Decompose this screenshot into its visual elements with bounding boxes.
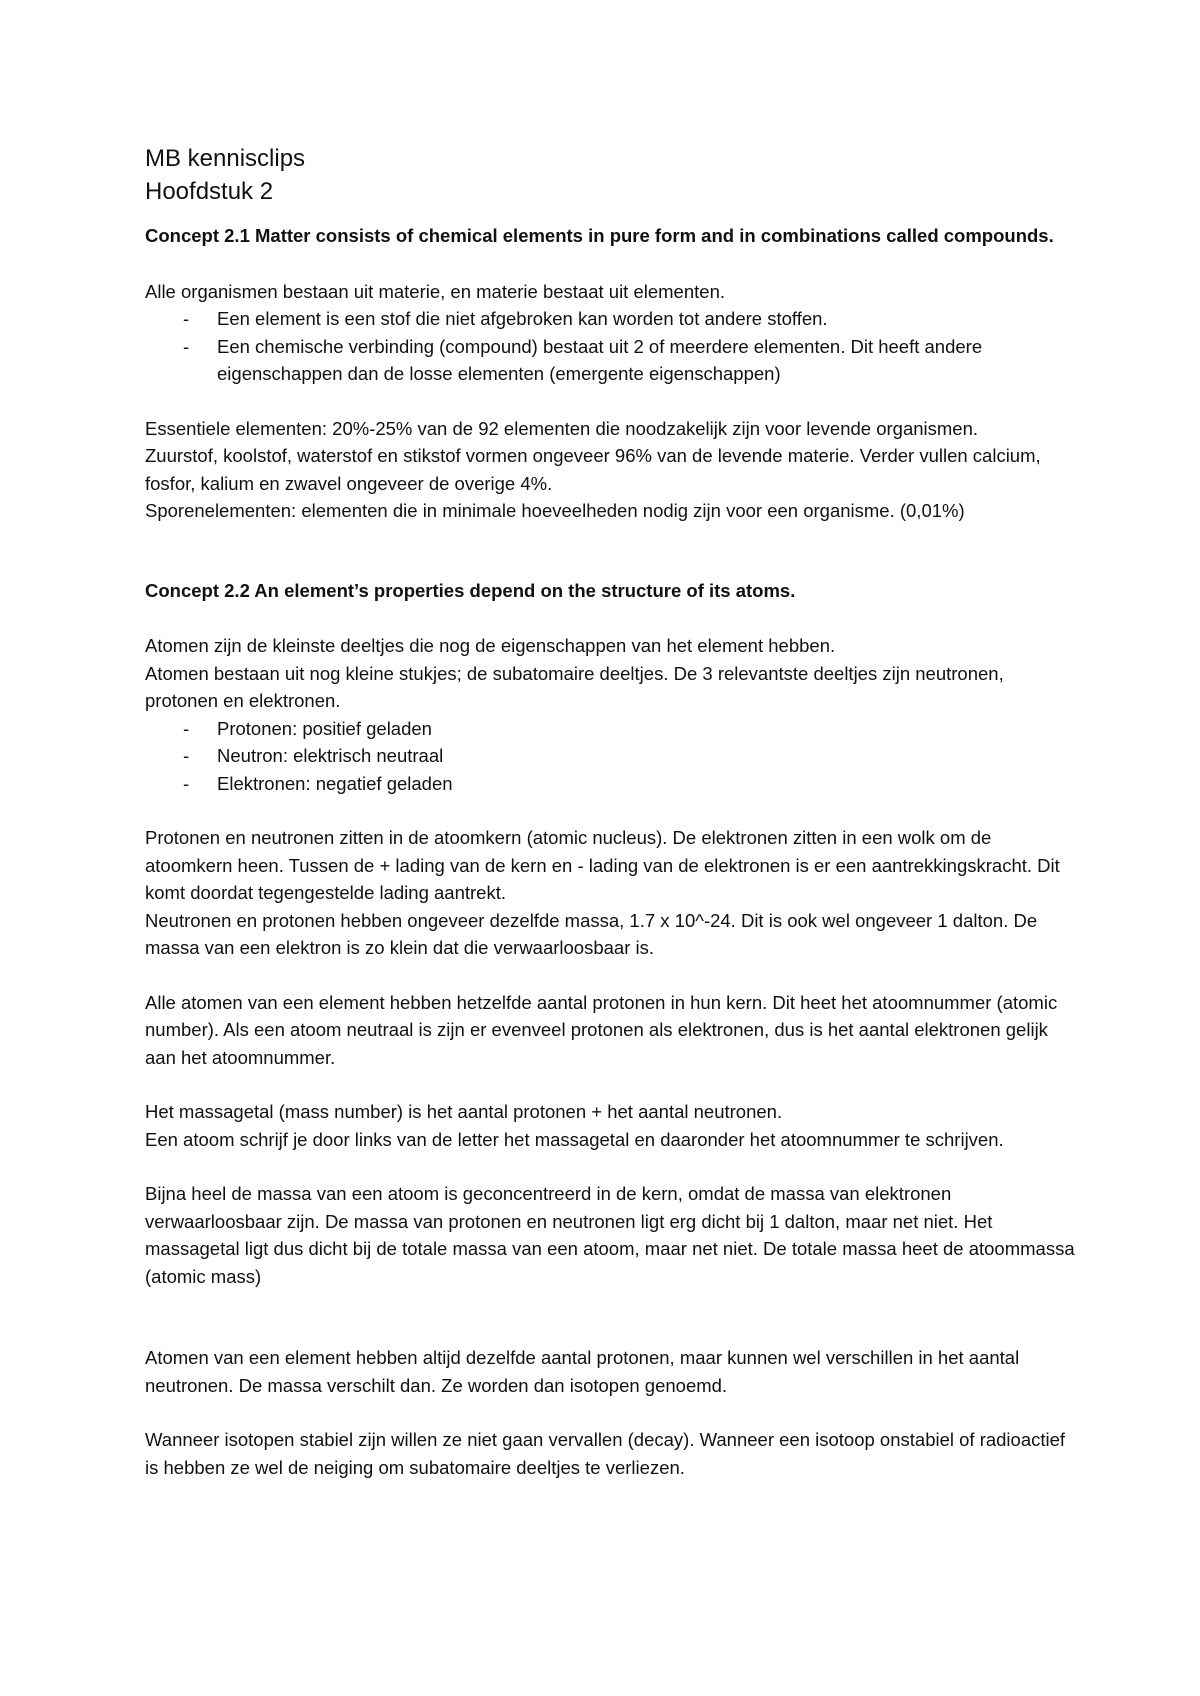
paragraph-trace-elements: Sporenelementen: elementen die in minimale hoeveelheden nodig zijn voor een organisme. (0,01%) — [145, 500, 965, 521]
dash-bullet: - — [183, 772, 190, 794]
dash-bullet: - — [183, 335, 190, 357]
dash-bullet: - — [183, 717, 190, 739]
list-item: - Een chemische verbinding (compound) bestaat uit 2 of meerdere elementen. Dit heeft andere eigenschappen dan de losse elementen (emergente eigenschappen) — [145, 333, 1075, 388]
particle-list — [145, 715, 1075, 798]
paragraph-atoms-definition: Atomen zijn de kleinste deeltjes die nog de eigenschappen van het element hebben. — [145, 635, 836, 656]
list-item: - Elektronen: negatief geladen — [145, 770, 1075, 798]
document-title: MB kennisclips — [145, 145, 306, 172]
concept-2-1-heading: Concept 2.1 Matter consists of chemical elements in pure form and in combinations called compounds. — [145, 225, 1054, 246]
paragraph-notation: Een atoom schrijf je door links van de letter het massagetal en daaronder het atoomnummer te schrijven. — [145, 1128, 1004, 1150]
paragraph-intro: Alle organismen bestaan uit materie, en materie bestaat uit elementen. — [145, 280, 725, 302]
element-definition-list — [145, 305, 1075, 388]
list-item: - Neutron: elektrisch neutraal — [145, 742, 1075, 770]
list-item: - Een element is een stof die niet afgebroken kan worden tot andere stoffen. — [145, 305, 1075, 333]
document-content — [145, 142, 1075, 1481]
dash-bullet: - — [183, 745, 190, 766]
paragraph-mass-dalton: Neutronen en protonen hebben ongeveer dezelfde massa, 1.7 x 10^-24. Dit is ook wel ongeveer 1 dalton. De massa van een elektron is zo klein dat die verwaarloosbaar is. — [145, 909, 1038, 958]
paragraph-atomic-mass: Bijna heel de massa van een atoom is geconcentreerd in de kern, omdat de massa van elektronen verwaarloosbaar zijn. De massa van protonen en neutronen ligt erg dicht bij 1 dalton, maar net niet. Het massagetal ligt dus dicht bij de totale massa van een atoom, maar net niet. De totale massa heet de atoommassa (atomic mass) — [145, 1183, 1075, 1287]
concept-2-2-heading: Concept 2.2 An element’s properties depend on the structure of its atoms. — [145, 579, 796, 601]
list-item: - Protonen: positief geladen — [145, 715, 1075, 743]
paragraph-major-elements: Zuurstof, koolstof, waterstof en stikstof vormen ongeveer 96% van de levende materie. Verder vullen calcium, fosfor, kalium en zwavel ongeveer de overige 4%. — [145, 445, 1041, 494]
paragraph-atomic-number: Alle atomen van een element hebben hetzelfde aantal protonen in hun kern. Dit heet het atoomnummer (atomic number). Als een atoom neutraal is zijn er evenveel protonen als elektronen, dus is het aantal elektronen gelijk aan het atoomnummer. — [145, 991, 1058, 1068]
document-subtitle: Hoofdstuk 2 — [145, 178, 274, 205]
paragraph-decay: Wanneer isotopen stabiel zijn willen ze niet gaan vervallen (decay). Wanneer een isotoop onstabiel of radioactief is hebben ze wel de neiging om subatomaire deeltjes te verliezen. — [145, 1429, 1066, 1478]
paragraph-isotopes: Atomen van een element hebben altijd dezelfde aantal protonen, maar kunnen wel verschillen in het aantal neutronen. De massa verschilt dan. Ze worden dan isotopen genoemd. — [145, 1347, 1020, 1396]
paragraph-essential-elements: Essentiele elementen: 20%-25% van de 92 elementen die noodzakelijk zijn voor levende organismen. — [145, 417, 979, 439]
paragraph-nucleus: Protonen en neutronen zitten in de atoomkern (atomic nucleus). De elektronen zitten in een wolk om de atoomkern heen. Tussen de + lading van de kern en - lading van de elektronen is er een aantrekkingskracht. Dit komt doordat tegengestelde lading aantrekt. — [145, 827, 1060, 903]
paragraph-subatomic-particles: Atomen bestaan uit nog kleine stukjes; de subatomaire deeltjes. De 3 relevantste deeltjes zijn neutronen, protonen en elektronen. — [145, 662, 1004, 711]
paragraph-mass-number: Het massagetal (mass number) is het aantal protonen + het aantal neutronen. — [145, 1101, 783, 1122]
dash-bullet: - — [183, 308, 190, 329]
